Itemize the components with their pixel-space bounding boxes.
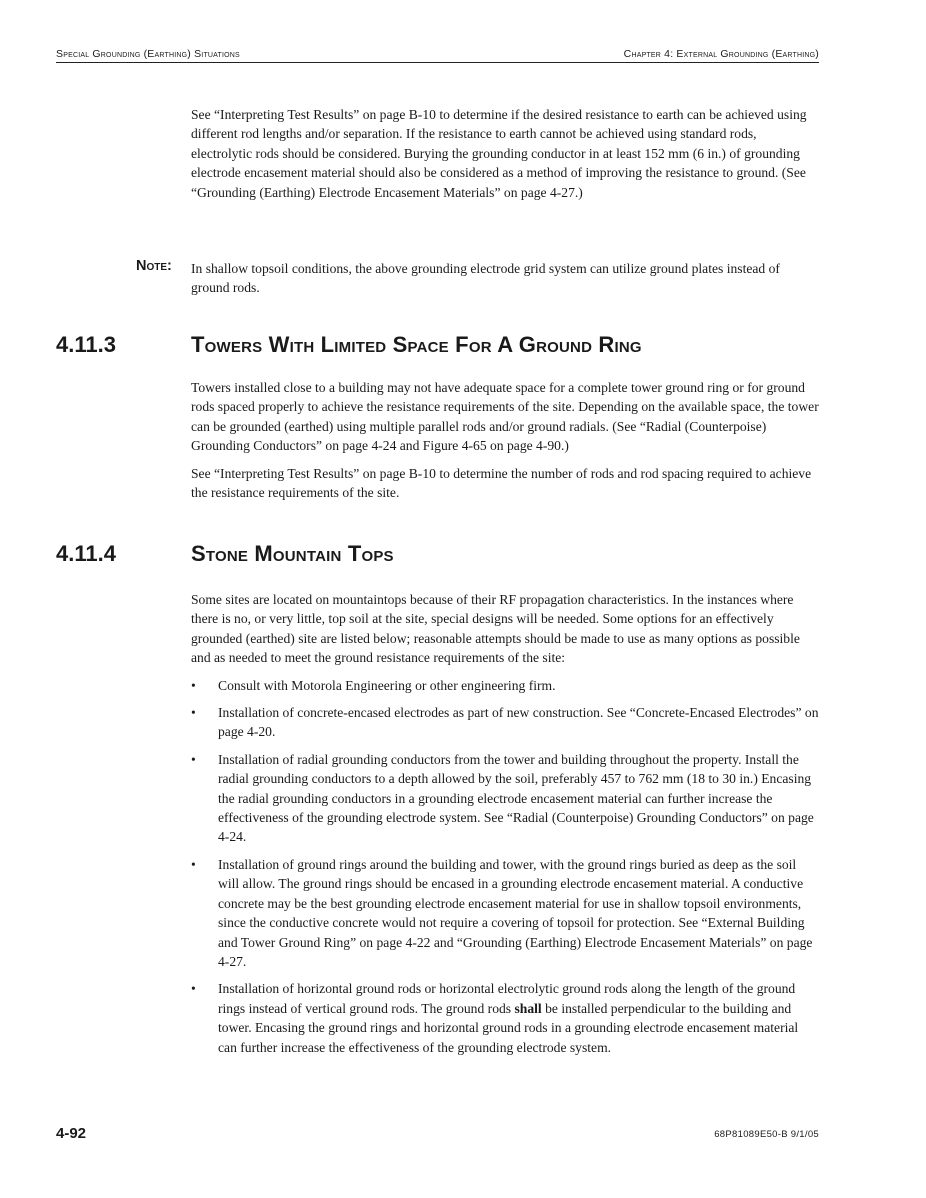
- list-item: [191, 855, 819, 971]
- page-number: 4-92: [56, 1125, 87, 1142]
- note-text: In shallow topsoil conditions, the above grounding electrode grid system can utilize ground plates instead of ground rods.: [191, 261, 780, 296]
- text-run: be installed perpendicular to the building and tower. Encasing the ground rings and horizontal ground rods in a grounding electrode encasement material can further increase the effectiveness of the grounding electrode system.: [218, 1000, 799, 1055]
- list-item: [191, 979, 819, 1057]
- bullet-glyph: •: [191, 981, 196, 997]
- section-4-11-3-body: [191, 378, 819, 510]
- list-item: [191, 676, 819, 695]
- note-label: Note:: [136, 258, 172, 274]
- section-4-11-4-body: [191, 590, 819, 1065]
- header-section-title: Special Grounding (Earthing) Situations: [56, 48, 240, 60]
- list-item-text: Consult with Motorola Engineering or other engineering firm.: [218, 677, 556, 693]
- list-item-text: Installation of ground rings around the building and tower, with the ground rings buried as deep as the soil will allow. The ground rings should be encased in a grounding electrode encasement material. A conductive concrete may be the best grounding electrode encasement material for use in shallow topsoil environments, since the conductive concrete would not require a covering of topsoil for protection. See “External Building and Tower Ground Ring” on page 4-22 and “Grounding (Earthing) Electrode Encasement Materials” on page 4-27.: [218, 856, 813, 969]
- list-item-text: Installation of radial grounding conductors from the tower and building throughout the property. Install the radial grounding conductors to a depth allowed by the soil, preferably 457 to 762 mm (18 to 30 in.) Encasing the radial grounding conductors in a grounding electrode encasement material can further increase the effectiveness of the grounding electrode system. See “Radial (Counterpoise) Grounding Conductors” on page 4-24.: [218, 751, 814, 845]
- bullet-glyph: •: [191, 856, 196, 872]
- intro-block: [191, 105, 819, 210]
- document-id: 68P81089E50-B 9/1/05: [714, 1129, 819, 1140]
- paragraph: See “Interpreting Test Results” on page B-10 to determine the number of rods and rod spacing required to achieve the resistance requirements of the site.: [191, 465, 812, 501]
- header-chapter-title: Chapter 4: External Grounding (Earthing): [623, 48, 819, 60]
- paragraph: Some sites are located on mountaintops because of their RF propagation characteristics. In the instances where there is no, or very little, top soil at the site, special designs will be needed. Some options for an effectively grounded (earthed) site are listed below; reasonable attempts should be made to use as many options as possible and as needed to meet the ground resistance requirements of the site:: [191, 592, 800, 666]
- emphasis-shall: shall: [514, 1000, 542, 1016]
- section-number: 4.11.3: [56, 332, 116, 357]
- running-header: [56, 48, 819, 63]
- bullet-glyph: •: [191, 677, 196, 693]
- options-list: [191, 676, 819, 1057]
- intro-paragraph: See “Interpreting Test Results” on page B-10 to determine if the desired resistance to earth can be achieved using different rod lengths and/or separation. If the resistance to earth cannot be achieved using standard rods, electrolytic rods should be considered. Burying the grounding conductor in at least 152 mm (6 in.) of grounding electrode encasement material should also be considered as a method of improving the resistance to ground. (See “Grounding (Earthing) Electrode Encasement Materials” on page 4-27.): [191, 107, 807, 200]
- section-title: Towers With Limited Space For A Ground Ring: [191, 332, 642, 357]
- list-item-text: Installation of concrete-encased electrodes as part of new construction. See “Concrete-Encased Electrodes” on page 4-20.: [218, 705, 819, 740]
- paragraph: Towers installed close to a building may not have adequate space for a complete tower ground ring or for ground rods spaced properly to achieve the resistance requirements of the site. Depending on the available space, the tower can be grounded (earthed) using multiple parallel rods and/or ground radials. (See “Radial (Counterpoise) Grounding Conductors” on page 4-24 and Figure 4-65 on page 4-90.): [191, 380, 819, 454]
- list-item: [191, 750, 819, 847]
- bullet-glyph: •: [191, 705, 196, 721]
- bullet-glyph: •: [191, 751, 196, 767]
- list-item: [191, 703, 819, 742]
- section-heading-4-11-4: [56, 541, 836, 571]
- section-heading-4-11-3: [56, 332, 836, 362]
- list-item-text: [218, 981, 798, 1054]
- section-title: Stone Mountain Tops: [191, 541, 394, 566]
- section-number: 4.11.4: [56, 541, 116, 566]
- text-run: Installation of horizontal ground rods or horizontal electrolytic ground rods along the length of the ground rings instead of vertical ground rods. The ground rods: [218, 981, 796, 1016]
